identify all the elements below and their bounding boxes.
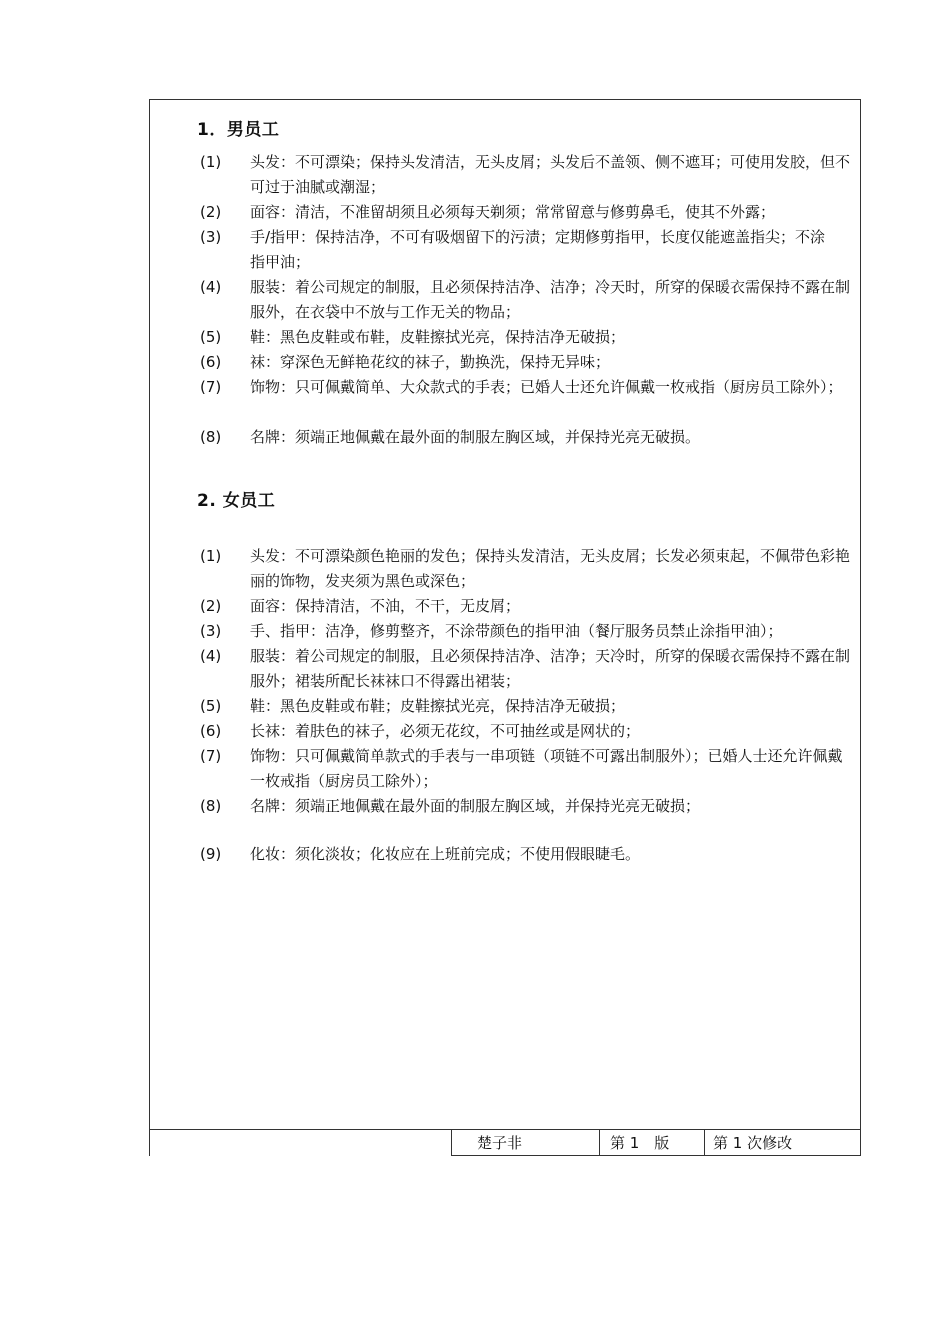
- section-title-female: 2. 女员工: [197, 491, 276, 511]
- item-number: (7): [200, 378, 222, 396]
- list-item: [200, 150, 860, 200]
- list-item: [200, 694, 860, 719]
- item-text: 长袜：着肤色的袜子，必须无花纹，不可抽丝或是网状的；: [250, 722, 641, 740]
- item-number: (3): [200, 228, 222, 246]
- list-item: [200, 744, 860, 794]
- item-number: (2): [200, 597, 222, 615]
- item-number: (1): [200, 153, 222, 171]
- item-text: 鞋：黑色皮鞋或布鞋，皮鞋擦拭光亮，保持洁净无破损；: [250, 328, 626, 346]
- item-text: 袜：穿深色无鲜艳花纹的袜子，勤换洗，保持无异味；: [250, 353, 611, 371]
- item-text: 名牌：须端正地佩戴在最外面的制服左胸区域，并保持光亮无破损；: [250, 797, 701, 815]
- footer-blank-cell: [149, 1130, 451, 1156]
- list-item: [200, 325, 860, 350]
- list-item: [200, 794, 860, 819]
- item-text: 手/指甲：保持洁净，不可有吸烟留下的污渍；定期修剪指甲，长度仅能遮盖指尖；不涂指甲油；: [250, 228, 826, 271]
- item-text: 饰物：只可佩戴简单款式的手表与一串项链（项链不可露出制服外）；已婚人士还允许佩戴一枚戒指（厨房员工除外）；: [250, 747, 843, 790]
- item-text: 饰物：只可佩戴简单、大众款式的手表；已婚人士还允许佩戴一枚戒指（厨房员工除外）；: [250, 378, 843, 396]
- list-item: [200, 350, 860, 375]
- footer-revision: 第 1 次修改: [704, 1130, 861, 1156]
- item-text: 头发：不可漂染颜色艳丽的发色；保持头发清洁，无头皮屑；长发必须束起，不佩带色彩艳丽的饰物，发夹须为黑色或深色；: [250, 547, 851, 590]
- item-text: 服装：着公司规定的制服，且必须保持洁净、洁净；天冷时，所穿的保暖衣需保持不露在制服外；裙装所配长袜袜口不得露出裙装；: [250, 647, 851, 690]
- item-number: (2): [200, 203, 222, 221]
- list-item: [200, 225, 860, 275]
- item-number: (6): [200, 722, 222, 740]
- item-number: (6): [200, 353, 222, 371]
- item-number: (8): [200, 428, 222, 446]
- list-item: [200, 200, 860, 225]
- item-text: 名牌：须端正地佩戴在最外面的制服左胸区域，并保持光亮无破损。: [250, 428, 701, 446]
- list-item: [200, 275, 860, 325]
- footer-edition: 第 1 版: [599, 1130, 704, 1156]
- item-text: 面容：保持清洁，不油，不干，无皮屑；: [250, 597, 521, 615]
- footer-author: 楚子非: [451, 1130, 599, 1156]
- item-text: 化妆：须化淡妆；化妆应在上班前完成；不使用假眼睫毛。: [250, 845, 641, 863]
- list-item: [200, 644, 860, 694]
- item-number: (3): [200, 622, 222, 640]
- list-item: [200, 375, 860, 400]
- item-text: 面容：清洁，不准留胡须且必须每天剃须；常常留意与修剪鼻毛，使其不外露；: [250, 203, 776, 221]
- list-item: [200, 425, 860, 450]
- item-number: (1): [200, 547, 222, 565]
- list-item: [200, 594, 860, 619]
- item-text: 手、指甲：洁净，修剪整齐，不涂带颜色的指甲油（餐厅服务员禁止涂指甲油）；: [250, 622, 783, 640]
- item-number: (7): [200, 747, 222, 765]
- item-number: (5): [200, 697, 222, 715]
- section-title-male: 1．男员工: [197, 120, 280, 140]
- item-text: 服装：着公司规定的制服，且必须保持洁净、洁净；冷天时，所穿的保暖衣需保持不露在制服外，在衣袋中不放与工作无关的物品；: [250, 278, 851, 321]
- item-number: (4): [200, 278, 222, 296]
- item-number: (9): [200, 845, 222, 863]
- list-item: [200, 619, 860, 644]
- item-number: (4): [200, 647, 222, 665]
- item-number: (5): [200, 328, 222, 346]
- item-text: 鞋：黑色皮鞋或布鞋；皮鞋擦拭光亮，保持洁净无破损；: [250, 697, 626, 715]
- item-number: (8): [200, 797, 222, 815]
- item-text: 头发：不可漂染；保持头发清洁，无头皮屑；头发后不盖领、侧不遮耳；可使用发胶，但不可过于油腻或潮湿；: [250, 153, 851, 196]
- list-item: [200, 719, 860, 744]
- list-item: [200, 842, 860, 867]
- list-item: [200, 544, 860, 594]
